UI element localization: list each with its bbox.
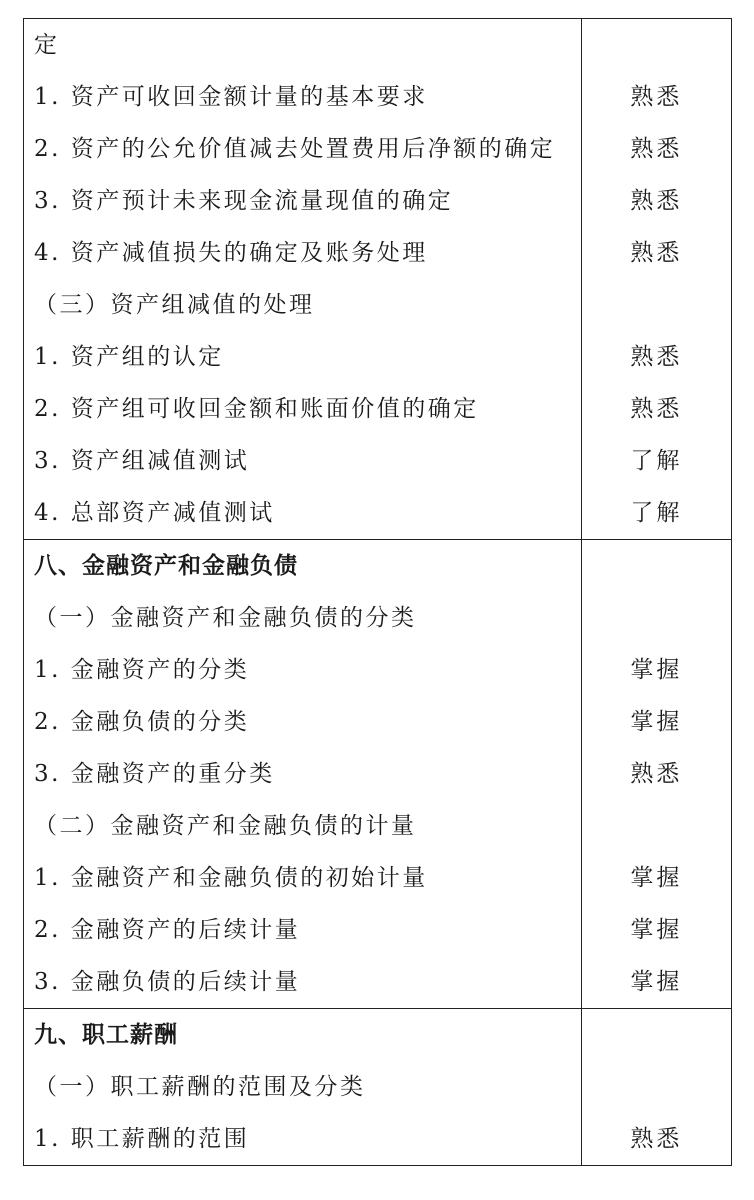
topic-line: 1. 金融资产和金融负债的初始计量 [34, 865, 428, 891]
topic-line: 1. 职工薪酬的范围 [34, 1126, 250, 1152]
level-label [582, 800, 731, 852]
topic-line: 3. 金融资产的重分类 [34, 761, 275, 787]
topic-line: 2. 金融负债的分类 [34, 709, 250, 735]
topic-line: 1. 资产组的认定 [34, 344, 224, 370]
topic-cell [24, 1009, 582, 1166]
level-label: 掌握 [630, 917, 683, 943]
topic-line: 定 [34, 32, 60, 58]
table-block-asset-impairment [24, 19, 732, 540]
level-label: 掌握 [630, 969, 683, 995]
table-block-financial-instruments [24, 540, 732, 1009]
chapter-heading: 八、金融资产和金融负债 [34, 553, 298, 579]
level-label [582, 1009, 731, 1061]
level-label [582, 540, 731, 592]
topic-line: 4. 资产减值损失的确定及账务处理 [34, 240, 428, 266]
level-label [582, 592, 731, 644]
topic-line: 4. 总部资产减值测试 [34, 500, 275, 526]
syllabus-table [23, 18, 732, 1166]
level-label: 掌握 [630, 865, 683, 891]
level-label: 了解 [630, 448, 683, 474]
topic-line: 3. 金融负债的后续计量 [34, 969, 301, 995]
topic-subheading: （一）金融资产和金融负债的分类 [34, 605, 417, 631]
topic-subheading: （二）金融资产和金融负债的计量 [34, 813, 417, 839]
topic-cell [24, 540, 582, 1009]
level-label: 熟悉 [630, 761, 683, 787]
level-label [582, 279, 731, 331]
topic-line: 1. 金融资产的分类 [34, 657, 250, 683]
level-label: 熟悉 [630, 188, 683, 214]
level-label: 熟悉 [630, 240, 683, 266]
level-label: 熟悉 [630, 344, 683, 370]
chapter-heading: 九、职工薪酬 [34, 1022, 178, 1048]
topic-line: 3. 资产组减值测试 [34, 448, 250, 474]
level-label: 了解 [630, 500, 683, 526]
level-cell [581, 19, 731, 540]
topic-cell [24, 19, 582, 540]
table-block-employee-compensation [24, 1009, 732, 1166]
level-label [582, 1061, 731, 1113]
topic-subheading: （一）职工薪酬的范围及分类 [34, 1074, 366, 1100]
topic-line: 2. 资产组可收回金额和账面价值的确定 [34, 396, 479, 422]
topic-subheading: （三）资产组减值的处理 [34, 292, 315, 318]
level-label: 熟悉 [630, 396, 683, 422]
level-label: 掌握 [630, 709, 683, 735]
level-label: 熟悉 [630, 84, 683, 110]
topic-line: 2. 金融资产的后续计量 [34, 917, 301, 943]
topic-line: 2. 资产的公允价值减去处置费用后净额的确定 [34, 136, 556, 162]
topic-line: 1. 资产可收回金额计量的基本要求 [34, 84, 428, 110]
level-label: 熟悉 [630, 1126, 683, 1152]
level-cell [581, 1009, 731, 1166]
level-label: 熟悉 [630, 136, 683, 162]
topic-line: 3. 资产预计未来现金流量现值的确定 [34, 188, 454, 214]
level-label [582, 19, 731, 71]
level-cell [581, 540, 731, 1009]
level-label: 掌握 [630, 657, 683, 683]
